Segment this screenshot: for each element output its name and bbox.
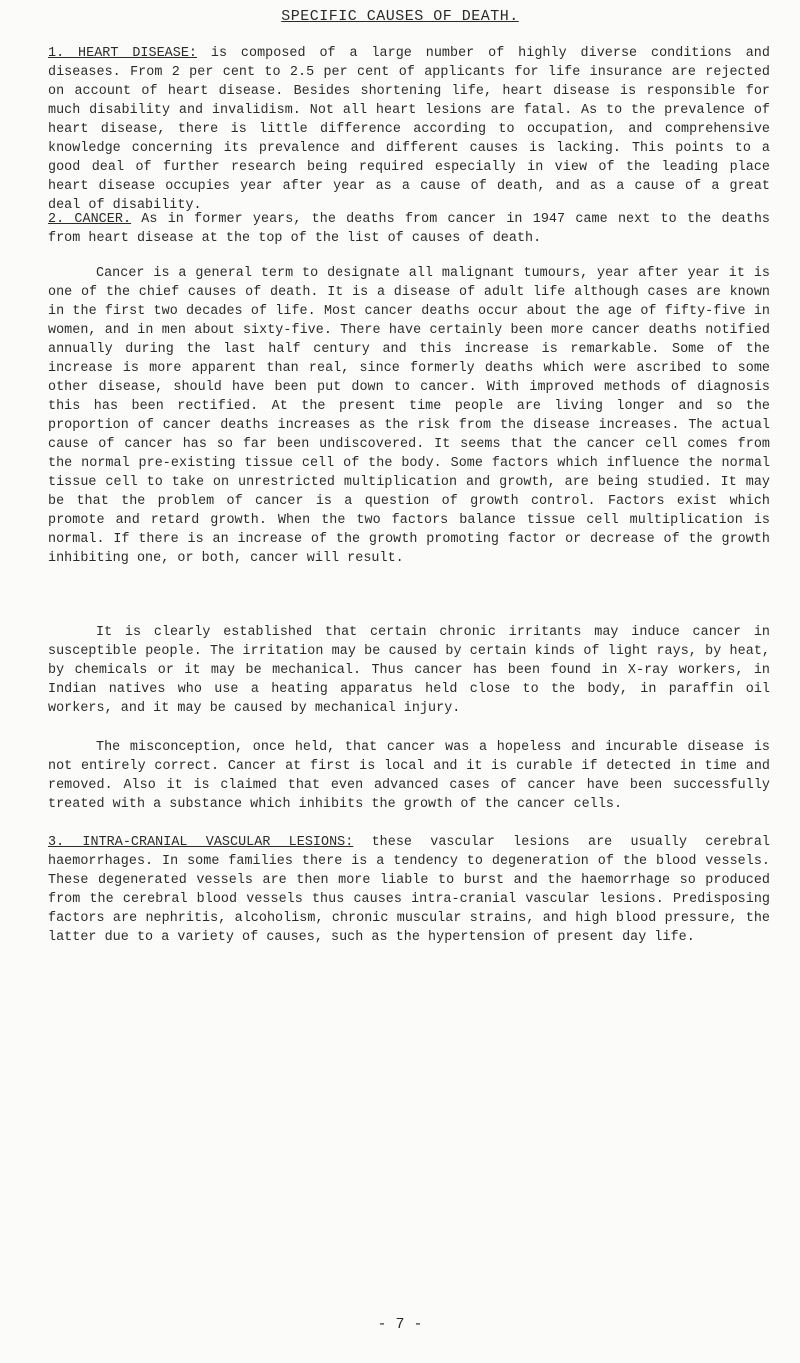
cancer-heading: 2. CANCER. (48, 212, 132, 227)
heart-disease-paragraph (48, 44, 770, 215)
cancer-paragraph-2: Cancer is a general term to designate all malignant tumours, year after year it is one of the chief causes of death. It is a disease of adult life although cases are known in the first two decades of life. Most cancer deaths occur about the age of fifty-five in women, and in men about sixty-five. There have certainly been more cancer deaths notified annually during the last half century and this increase is remarkable. Some of the increase is more apparent than real, since formerly deaths which were ascribed to some other disease, should have been put down to cancer. With improved methods of diagnosis this has been rectified. At the present time people are living longer and so the proportion of cancer deaths increases as the risk from the disease increases. The actual cause of cancer has so far been undiscovered. It seems that the cancer cell comes from the normal pre-existing tissue cell of the body. Some factors which influence the normal tissue cell to take on unrestricted multiplication and growth, are being studied. It may be that the problem of cancer is a question of growth control. Factors exist which promote and retard growth. When the two factors balance tissue cell multiplication is normal. If there is an increase of the growth promoting factor or decrease of the growth inhibiting one, or both, cancer will result. (48, 266, 770, 566)
page-number: - 7 - (377, 1316, 423, 1333)
cancer-paragraph-4: The misconception, once held, that cancer was a hopeless and incurable disease is not entirely correct. Cancer at first is local and it is curable if detected in time and removed. Also it is claimed that even advanced cases of cancer have been successfully treated with a substance which inhibits the growth of the cancer cells. (48, 740, 770, 812)
page-title: SPECIFIC CAUSES OF DEATH. (281, 8, 519, 25)
cancer-paragraph-3: It is clearly established that certain chronic irritants may induce cancer in susceptible people. The irritation may be caused by certain kinds of light rays, by heat, by chemicals or it may be mechanical. Thus cancer has been found in X-ray workers, in Indian natives who use a heating apparatus held close to the body, in paraffin oil workers, and it may be caused by mechanical injury. (48, 625, 770, 716)
cancer-intro-paragraph (48, 210, 770, 248)
cancer-intro-text: As in former years, the deaths from cancer in 1947 came next to the deaths from heart disease at the top of the list of causes of death. (48, 212, 770, 246)
vascular-lesions-heading: 3. INTRA-CRANIAL VASCULAR LESIONS: (48, 835, 354, 850)
vascular-lesions-text: these vascular lesions are usually cerebral haemorrhages. In some families there is a tendency to degeneration of the blood vessels. These degenerated vessels are then more liable to burst and the haemorrhage so produced from the cerebral blood vessels thus causes intra-cranial vascular lesions. Predisposing factors are nephritis, alcoholism, chronic muscular strains, and high blood pressure, the latter due to a variety of causes, such as the hypertension of present day life. (48, 835, 770, 945)
heart-disease-text: is composed of a large number of highly diverse conditions and diseases. From 2 per cent to 2.5 per cent of applicants for life insurance are rejected on account of heart disease. Besides shortening life, heart disease is responsible for much disability and invalidism. Not all heart lesions are fatal. As to the prevalence of heart disease, there is little difference according to occupation, and comprehensive knowledge concerning its prevalence and different causes is lacking. This points to a good deal of further research being required especially in view of the leading place heart disease occupies year after year as a cause of death, and as a cause of a great deal of disability. (48, 46, 770, 213)
heart-disease-heading: 1. HEART DISEASE: (48, 46, 198, 61)
vascular-lesions-paragraph (48, 833, 770, 947)
